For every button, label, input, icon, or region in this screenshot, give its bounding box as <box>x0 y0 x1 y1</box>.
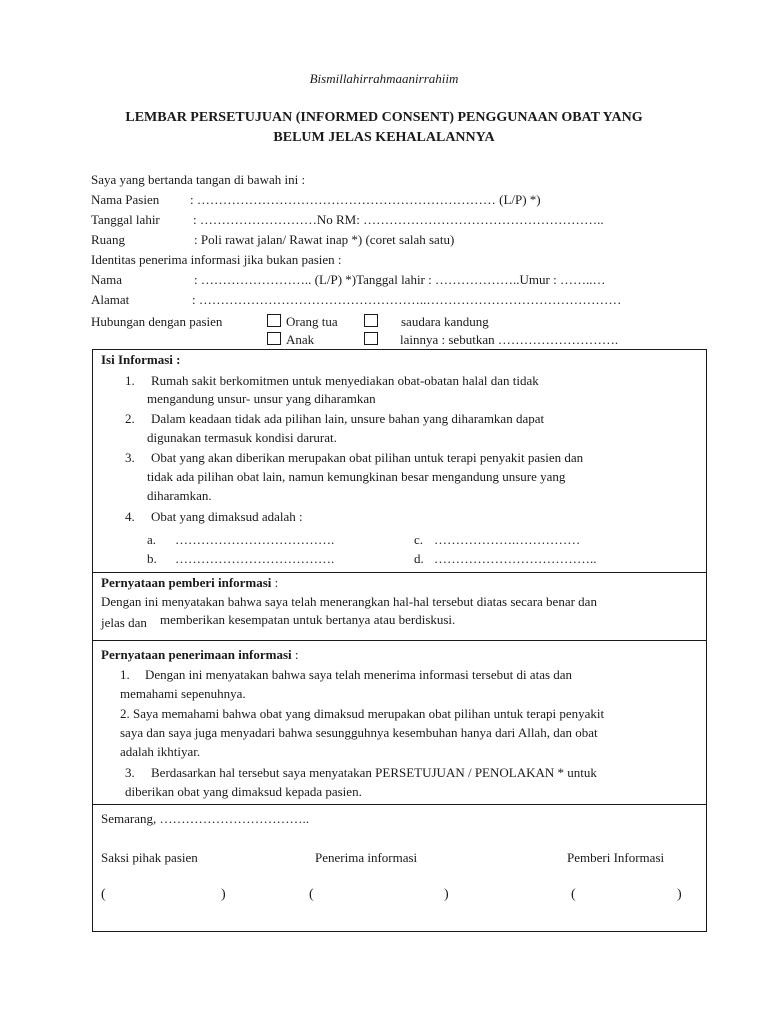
pemberi-text: jelas dan <box>101 615 147 630</box>
ruang-field: : Poli rawat jalan/ Rawat inap *) (coret salah satu) <box>194 232 455 247</box>
saudara-kandung-label: saudara kandung <box>401 314 489 329</box>
penerima-label: Penerima informasi <box>315 850 418 865</box>
sub-item-d-field: ……………………………….. <box>434 551 597 566</box>
signature-close-paren: ) <box>221 887 226 902</box>
list-item-text: mengandung unsur- unsur yang diharamkan <box>147 391 376 406</box>
divider <box>92 804 707 805</box>
list-item-number: 3. <box>125 450 135 465</box>
list-item-text: memahami sepenuhnya. <box>120 686 246 701</box>
list-item-text: digunakan termasuk kondisi darurat. <box>147 430 337 445</box>
list-item-text: Obat yang akan diberikan merupakan obat pilihan untuk terapi penyakit pasien dan <box>151 450 584 465</box>
signature-close-paren: ) <box>444 887 449 902</box>
list-item-text: Dalam keadaan tidak ada pilihan lain, unsure bahan yang diharamkan dapat <box>151 411 545 426</box>
list-item-number: 1. <box>120 667 130 682</box>
pemberi-label: Pemberi Informasi <box>567 850 665 865</box>
nama-pasien-label: Nama Pasien <box>91 192 160 207</box>
ruang-label: Ruang <box>91 232 125 247</box>
list-item-text: 2. Saya memahami bahwa obat yang dimaksud merupakan obat pilihan untuk terapi penyakit <box>120 706 605 721</box>
list-item-text: Berdasarkan hal tersebut saya menyatakan PERSETUJUAN / PENOLAKAN * untuk <box>151 765 597 780</box>
list-item-text: saya dan saya juga menyadari bahwa sesungguhnya kesembuhan hanya dari Allah, dan obat <box>120 725 598 740</box>
divider <box>92 640 707 641</box>
sub-item-a-label: a. <box>147 532 157 547</box>
anak-label: Anak <box>286 332 315 347</box>
signature-open-paren: ( <box>571 887 576 902</box>
sub-item-b-label: b. <box>147 551 157 566</box>
signature-open-paren: ( <box>309 887 314 902</box>
document-title-line-1: LEMBAR PERSETUJUAN (INFORMED CONSENT) PENGGUNAAN OBAT YANG <box>125 110 643 125</box>
list-item-number: 1. <box>125 373 135 388</box>
orang-tua-checkbox[interactable] <box>267 314 281 327</box>
lainnya-checkbox[interactable] <box>364 332 378 345</box>
anak-checkbox[interactable] <box>267 332 281 345</box>
penerimaan-heading: Pernyataan penerimaan informasi : <box>101 647 299 662</box>
pemberi-text: memberikan kesempatan untuk bertanya atau berdiskusi. <box>160 612 456 627</box>
sub-item-a-field: ………………………………. <box>175 532 335 547</box>
sub-item-d-label: d. <box>414 551 424 566</box>
saksi-label: Saksi pihak pasien <box>101 850 198 865</box>
pemberi-text: Dengan ini menyatakan bahwa saya telah menerangkan hal-hal tersebut diatas secara benar dan <box>101 594 597 609</box>
signature-open-paren: ( <box>101 887 106 902</box>
orang-tua-label: Orang tua <box>286 314 338 329</box>
isi-informasi-heading: Isi Informasi : <box>101 352 181 367</box>
sub-item-c-field: ……………….…………… <box>434 532 581 547</box>
sub-item-b-field: ………………………………. <box>175 551 335 566</box>
list-item-number: 4. <box>125 509 135 524</box>
list-item-text: Rumah sakit berkomitmen untuk menyediakan obat-obatan halal dan tidak <box>151 373 539 388</box>
saudara-kandung-checkbox[interactable] <box>364 314 378 327</box>
alamat-field: : ……………………………………………..……………………………………… <box>192 292 622 307</box>
hubungan-label: Hubungan dengan pasien <box>91 314 223 329</box>
nama-pasien-field: : …………………………………………………………… (L/P) *) <box>190 192 541 207</box>
place-date: Semarang, …………………………….. <box>101 811 309 826</box>
list-item-text: Obat yang dimaksud adalah : <box>151 509 303 524</box>
intro-text: Saya yang bertanda tangan di bawah ini : <box>91 172 306 187</box>
tanggal-lahir-label: Tanggal lahir <box>91 212 160 227</box>
alamat-label: Alamat <box>91 292 130 307</box>
divider <box>92 572 707 573</box>
pemberi-heading: Pernyataan pemberi informasi : <box>101 575 279 590</box>
tanggal-lahir-field: : ………………………No RM: ……………………………………………….. <box>193 212 604 227</box>
signature-close-paren: ) <box>677 887 682 902</box>
list-item-text: adalah ikhtiyar. <box>120 744 201 759</box>
nama-label: Nama <box>91 272 123 287</box>
lainnya-label: lainnya : sebutkan ………………………. <box>400 332 619 347</box>
document-title-line-2: BELUM JELAS KEHALALANNYA <box>273 130 495 145</box>
basmalah: Bismillahirrahmaanirrahiim <box>309 71 459 86</box>
list-item-text: Dengan ini menyatakan bahwa saya telah menerima informasi tersebut di atas dan <box>145 667 573 682</box>
sub-item-c-label: c. <box>414 532 424 547</box>
nama-field: : …………………….. (L/P) *)Tanggal lahir : ………………..Umur : ……..… <box>194 272 606 287</box>
recipient-intro: Identitas penerima informasi jika bukan pasien : <box>91 252 342 267</box>
list-item-number: 2. <box>125 411 135 426</box>
list-item-number: 3. <box>125 765 135 780</box>
list-item-text: diharamkan. <box>147 488 212 503</box>
list-item-text: tidak ada pilihan obat lain, namun kemungkinan besar mengandung unsure yang <box>147 469 566 484</box>
list-item-text: diberikan obat yang dimaksud kepada pasien. <box>125 784 362 799</box>
